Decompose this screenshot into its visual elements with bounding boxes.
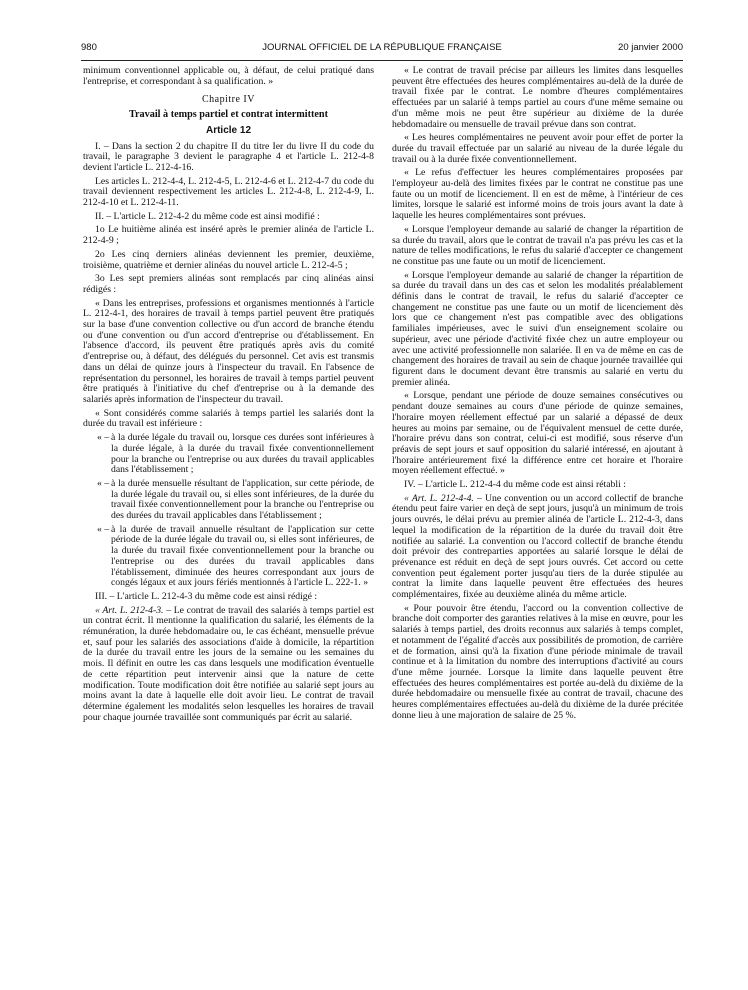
paragraph: IV. – L'article L. 212-4-4 du même code est ainsi rétabli : xyxy=(404,479,626,491)
paragraph: « Lorsque l'employeur demande au salarié de changer la répartition de sa durée du travail, alors que le contrat de travail n'a pas prévu les cas et la nature de telles modifications, le refus du salarié d'accepter ce changement ne constitue pas une faute ou un motif de licenciement. xyxy=(392,223,683,267)
journal-title: JOURNAL OFFICIEL DE LA RÉPUBLIQUE FRANÇAISE xyxy=(262,42,502,53)
paragraph: « Les heures complémentaires ne peuvent avoir pour effet de porter la durée du travail effectuée par un salarié au niveau de la durée légale du travail ou à la durée fixée conventionnellement. xyxy=(392,132,683,165)
chapter-heading: Chapitre IV xyxy=(202,94,255,106)
paragraph: Les articles L. 212-4-4, L. 212-4-5, L. 212-4-6 et L. 212-4-7 du code du travail deviennent respectivement les articles L. 212-4-8, L. 212-4-9, L. 212-4-10 et L. 212-4-11. xyxy=(83,175,374,209)
list-item xyxy=(83,479,374,522)
header-rule xyxy=(81,60,683,61)
list-dash: « – xyxy=(97,432,110,444)
left-column xyxy=(83,66,374,726)
list-item-text: à la durée légale du travail ou, lorsque ces durées sont inférieures à la durée légale, à la durée du travail fixée conventionnellement pour la branche ou l'entreprise ou aux durées du travail applicables dans l'établissement ; xyxy=(111,432,374,476)
list-dash: « – xyxy=(97,523,110,535)
article-reference: « Art. L. 212-4-3. xyxy=(95,604,164,616)
paragraph: 3o Les sept premiers alinéas sont remplacés par cinq alinéas ainsi rédigés : xyxy=(83,273,374,295)
paragraph: 1o Le huitième alinéa est inséré après le premier alinéa de l'article L. 212-4-9 ; xyxy=(83,224,374,247)
paragraph: « Le refus d'effectuer les heures complémentaires proposées par l'employeur au-delà des limites fixées par le contrat ne constitue pas une faute ou un motif de licenciement. Il en est de même, à l'intérieur de ces limites, lorsque le salarié est informé moins de trois jours avant la date à laquelle les heures complémentaires sont prévues. xyxy=(392,167,683,222)
paragraph: I. – Dans la section 2 du chapitre II du titre Ier du livre II du code du travail, le paragraphe 3 devient le paragraphe 4 et l'article L. 212-4-8 devient l'article L. 212-4-16. xyxy=(83,140,374,173)
list-dash: « – xyxy=(97,477,110,489)
page-header xyxy=(81,42,683,56)
paragraph: « Lorsque l'employeur demande au salarié de changer la répartition de sa durée du travail dans un des cas et selon les modalités préalablement définis dans le contrat de travail, le refus du salarié d'accepter ce changement ne constitue pas une faute ou un motif de licenciement dès lors que ce changement n'est pas compatible avec des obligations familiales impérieuses, avec le suivi d'un enseignement scolaire ou supérieur, avec une période d'activité fixée chez un autre employeur ou avec une activité professionnelle non salariée. Il en va de même en cas de changement des horaires de travail au sein de chaque journée travaillée qui figurent dans le document devant être transmis au salarié en vertu du premier alinéa. xyxy=(392,269,683,388)
list-item xyxy=(83,525,374,589)
paragraph: minimum conventionnel applicable ou, à défaut, de celui pratiqué dans l'entreprise, et correspondant à sa qualification. » xyxy=(83,65,374,87)
article-heading: Article 12 xyxy=(205,124,252,136)
paragraph: II. – L'article L. 212-4-2 du même code est ainsi modifié : xyxy=(95,210,320,222)
article-reference: « Art. L. 212-4-4. xyxy=(404,492,474,504)
paragraph: 2o Les cinq derniers alinéas deviennent les premier, deuxième, troisième, quatrième et dernier alinéas du nouvel article L. 212-4-5 ; xyxy=(83,248,374,271)
paragraph: « Pour pouvoir être étendu, l'accord ou la convention collective de branche doit comporter des garanties relatives à la mise en œuvre, pour les salariés à temps partiel, des droits reconnus aux salariés à temps complet, et notamment de l'égalité d'accès aux possibilités de promotion, de carrière et de formation, ainsi qu'à la fixation d'une période minimale de travail continue et à la limitation du nombre des interruptions d'activité au cours d'une même journée. Lorsque la limite dans laquelle peuvent être effectuées des heures complémentaires est portée au-delà du dixième de la durée hebdomadaire ou mensuelle fixée au contrat de travail, chacune des heures complémentaires effectuées au-delà du dixième de la durée précitée donne lieu à une majoration de salaire de 25 %. xyxy=(392,602,683,721)
issue-date: 20 janvier 2000 xyxy=(618,42,683,53)
list-item-text: à la durée de travail annuelle résultant de l'application sur cette période de la durée légale du travail ou, si elles sont inférieures, de la durée du travail fixée conventionnellement pour la branche ou l'entreprise ou des durées du travail applicables dans l'établissement, diminuée des heures correspondant aux jours de congés légaux et aux jours fériés mentionnés à l'article L. 222-1. » xyxy=(111,523,374,589)
paragraph-text: – Le contrat de travail des salariés à temps partiel est un contrat écrit. Il mentionne la qualification du salarié, les éléments de la rémunération, la durée hebdomadaire ou, le cas échéant, mensuelle prévue et, sauf pour les salariés des associations d'aide à domicile, la répartition de la durée du travail entre les jours de la semaine ou les semaines du mois. Il définit en outre les cas dans lesquels une modification éventuelle de cette répartition peut intervenir ainsi que la nature de cette modification. Toute modification doit être notifiée au salarié sept jours au moins avant la date à laquelle elle doit avoir lieu. Le contrat de travail détermine également les modalités selon lesquelles les horaires de travail pour chaque journée travaillée sont communiqués par écrit au salarié. xyxy=(83,604,374,723)
page-number: 980 xyxy=(81,42,97,53)
paragraph xyxy=(392,494,683,601)
paragraph-text: – Une convention ou un accord collectif de branche étendu peut faire varier en deçà de sept jours, jusqu'à un minimum de trois jours ouvrés, le délai prévu au premier alinéa de l'article L. 212-4-3, dans lequel la modification de la répartition de la durée du travail doit être notifiée au salarié. La convention ou l'accord collectif de branche étendu doit prévoir des contreparties apportées au salarié lorsque le délai de prévenance est réduit en deçà de sept jours ouvrés. Cet accord ou cette convention peut également porter jusqu'au tiers de la durée stipulée au contrat la limite dans laquelle peuvent être effectuées des heures complémentaires, fixée au deuxième alinéa du même article. xyxy=(392,492,683,601)
paragraph: « Sont considérés comme salariés à temps partiel les salariés dont la durée du travail est inférieure : xyxy=(83,407,374,430)
paragraph: III. – L'article L. 212-4-3 du même code est ainsi rédigé : xyxy=(95,590,318,602)
paragraph: « Le contrat de travail précise par ailleurs les limites dans lesquelles peuvent être effectuées des heures complémentaires au-delà de la durée de travail fixée par le contrat. Le nombre d'heures complémentaires effectuées par un salarié à temps partiel au cours d'une même semaine ou d'un même mois ne peut être supérieur au dixième de la durée hebdomadaire ou mensuelle de travail prévue dans son contrat. xyxy=(392,65,683,130)
paragraph: « Dans les entreprises, professions et organismes mentionnés à l'article L. 212-4-1, des horaires de travail à temps partiel peuvent être pratiqués sur la base d'une convention collective ou d'un accord de branche étendu ou d'une convention ou d'un accord d'entreprise ou d'établissement. En l'absence d'accord, ils peuvent être pratiqués après avis du comité d'entreprise ou, à défaut, des délégués du personnel. Cet avis est transmis dans un délai de quinze jours à l'inspecteur du travail. En l'absence de représentation du personnel, les horaires de travail à temps partiel peuvent être pratiqués à l'initiative du chef d'entreprise ou à la demande des salariés après information de l'inspecteur du travail. xyxy=(83,297,374,405)
paragraph: « Lorsque, pendant une période de douze semaines consécutives ou pendant douze semaines au cours d'une période de quinze semaines, l'horaire moyen réellement effectué par un salarié a dépassé de deux heures au moins par semaine, ou de l'équivalent mensuel de cette durée, l'horaire prévu dans son contrat, celui-ci est modifié, sous réserve d'un préavis de sept jours et sauf opposition du salarié intéressé, en ajoutant à l'horaire antérieurement fixé la différence entre cet horaire et l'horaire moyen réellement effectué. » xyxy=(392,390,683,477)
list-item xyxy=(83,433,374,476)
chapter-title: Travail à temps partiel et contrat intermittent xyxy=(129,109,328,121)
list-item-text: à la durée mensuelle résultant de l'application, sur cette période, de la durée légale du travail ou, si elles sont inférieures, de la durée du travail fixée conventionnellement pour la branche ou l'entreprise ou des durées du travail applicables dans l'établissement ; xyxy=(111,477,374,522)
paragraph xyxy=(83,606,374,724)
right-column xyxy=(392,66,683,724)
